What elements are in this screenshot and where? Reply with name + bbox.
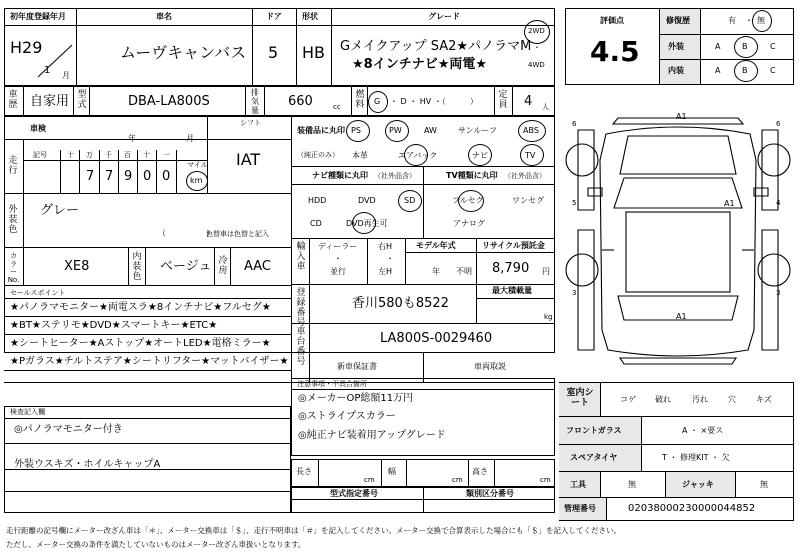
import-dealer: ディーラー xyxy=(318,242,358,251)
load-unit: kg xyxy=(544,313,553,321)
drive-4wd: 4WD xyxy=(528,61,545,69)
interior-color-value: ベージュ xyxy=(160,259,212,274)
registration-label: 登録番号 xyxy=(296,288,306,328)
import-right: 右H xyxy=(378,242,393,251)
place-10man: 十 xyxy=(67,151,74,159)
seat-opt-tear: 破れ xyxy=(655,395,671,404)
place-ichi: 一 xyxy=(163,151,170,159)
sales-points-label: セールスポイント xyxy=(10,289,66,297)
recycle-unit: 円 xyxy=(542,267,550,276)
digit-sen: 7 xyxy=(105,169,114,184)
height-unit: cm xyxy=(540,476,551,484)
displacement-value: 660 xyxy=(288,94,313,109)
grade-line2: ★8インチナビ★両電★ xyxy=(352,57,488,72)
inspector-line: ◎パノラマモニター付き xyxy=(14,424,123,435)
seat-opt-stain: 汚れ xyxy=(692,395,708,404)
shift-label: シフト xyxy=(240,119,261,127)
equip-ps: PS xyxy=(351,126,361,135)
fuel-options: ・ D ・ HV ・（ ） xyxy=(390,97,478,106)
equip-abs: ABS xyxy=(523,126,539,135)
navi-type-sub: （社外品含） xyxy=(374,172,416,180)
drive-dot: ・ xyxy=(533,43,541,52)
cc-unit: cc xyxy=(333,103,341,111)
class-number-label: 類別区分番号 xyxy=(466,489,514,498)
exterior-label: 外装 xyxy=(668,42,684,51)
recycle-label: リサイクル預託金 xyxy=(482,241,545,250)
recycle-value: 8,790 xyxy=(492,261,530,276)
repair-sep: ・ xyxy=(745,16,753,25)
capacity-value: 4 xyxy=(524,94,533,109)
load-label: 最大積載量 xyxy=(492,286,532,295)
car-damage-diagram xyxy=(558,100,798,380)
model-value: DBA-LA800S xyxy=(128,94,210,109)
length-label: 長さ xyxy=(296,467,312,476)
equip-navi: ナビ xyxy=(472,151,488,160)
glass-options: A ・ ×要ス xyxy=(682,426,724,435)
height-label: 高さ xyxy=(472,467,488,476)
capacity-label: 定員 xyxy=(498,90,508,110)
km-unit: km xyxy=(190,176,203,185)
note-line: ◎ストライプスカラー xyxy=(298,411,396,422)
month-unit: 月 xyxy=(62,71,70,80)
glass-label: フロントガラス xyxy=(566,426,622,435)
tv-type-label: TV種類に丸印 xyxy=(446,171,498,180)
equip-tv: TV xyxy=(525,151,536,160)
length-unit: cm xyxy=(364,476,375,484)
jack-label: ジャッキ xyxy=(682,480,714,489)
inspection-label: 車検 xyxy=(30,124,46,133)
import-label: 輸入車 xyxy=(296,242,306,272)
ac-value: AAC xyxy=(244,259,271,274)
sales-point-line: ★BT★ステリモ★DVD★スマートキー★ETC★ xyxy=(10,320,218,331)
digit-juu: 0 xyxy=(143,169,152,184)
import-dot: ・ xyxy=(334,254,342,263)
diagram-3-left: 3 xyxy=(572,289,577,297)
digit-man: 7 xyxy=(86,169,95,184)
mgmt-label: 管理番号 xyxy=(564,504,596,513)
diagram-a1-front: A1 xyxy=(676,112,687,121)
spare-options: T ・ 修理KIT ・ 欠 xyxy=(662,453,730,462)
diagram-a1-rear: A1 xyxy=(676,312,687,321)
equip-airbag: エアバック xyxy=(398,151,438,160)
equip-leather: 本革 xyxy=(352,151,368,160)
width-label: 幅 xyxy=(388,467,396,476)
type-designation-label: 型式指定番号 xyxy=(330,489,378,498)
chassis-value: LA800S-0029460 xyxy=(380,331,493,346)
seat-opt-burn: コゲ xyxy=(620,395,636,404)
seat-opt-scratch: キズ xyxy=(756,395,772,404)
diagram-a1-side: A1 xyxy=(724,199,735,208)
width-unit: cm xyxy=(452,476,463,484)
inspector-label: 検査記入欄 xyxy=(10,408,45,416)
place-sen: 千 xyxy=(105,151,112,159)
equipment-label: 装備品に丸印 xyxy=(297,126,345,135)
diagram-5-left: 5 xyxy=(572,199,577,207)
chassis-label: 車台番号 xyxy=(296,327,306,367)
interior-color-label: 内装色 xyxy=(132,252,142,282)
doors-value: 5 xyxy=(268,43,279,62)
score-label: 評価点 xyxy=(600,16,624,25)
score-value: 4.5 xyxy=(590,35,640,68)
interior-b: B xyxy=(742,66,748,75)
diagram-3-right: 3 xyxy=(776,289,781,297)
place-man: 万 xyxy=(86,151,93,159)
exterior-a: A xyxy=(715,42,721,51)
interior-c: C xyxy=(770,66,776,75)
interior-label: 内装 xyxy=(668,66,684,75)
equip-sunroof: サンルーフ xyxy=(458,126,497,135)
new-car-warranty: 新車保証書 xyxy=(337,362,377,371)
color-value: グレー xyxy=(40,203,80,218)
shift-value: IAT xyxy=(236,150,261,169)
equipment-sub: （純正のみ） xyxy=(297,151,339,159)
seat-opt-hole: 穴 xyxy=(728,395,736,404)
jack-value: 無 xyxy=(760,480,768,489)
sales-point-line: ★パノラマモニター★両電スラ★8インチナビ★フルセグ★ xyxy=(10,302,271,313)
navi-dvd-play: DVD再生可 xyxy=(346,219,388,228)
place-juu: 十 xyxy=(143,151,150,159)
spare-label: スペアタイヤ xyxy=(570,453,618,462)
tv-fullseg: フルセグ xyxy=(452,196,484,205)
mileage-label: 走行 xyxy=(8,156,18,176)
exterior-b: B xyxy=(742,42,748,51)
sales-point-line: ★Pガラス★チルトステア★シートリフター★マットバイザー★ xyxy=(10,356,289,367)
ac-label: 冷房 xyxy=(218,256,228,276)
sales-point-line: ★シートヒーター★Aストップ★オートLED★電格ミラー★ xyxy=(10,338,271,349)
model-year-unknown: 不明 xyxy=(456,267,472,276)
seat-label: 室内シート xyxy=(566,388,594,408)
fuel-g: G xyxy=(374,97,381,106)
import-dot2: ・ xyxy=(386,254,394,263)
color-note-paren: （ ） xyxy=(158,229,214,238)
navi-sd: SD xyxy=(404,196,416,205)
model-year-label: モデル年式 xyxy=(416,241,456,250)
notes-label: 注意事項・不具合箇所 xyxy=(297,380,367,388)
grade-label: グレード xyxy=(428,12,460,21)
navi-cd: CD xyxy=(310,219,322,228)
car-name-label: 車名 xyxy=(156,12,172,21)
interior-a: A xyxy=(715,66,721,75)
footer-note-2: ただし、メーター交換の条件を満たしていないものはメーター改ざん車扱いとなります。 xyxy=(6,540,306,549)
digit-hyaku: 9 xyxy=(124,169,133,184)
place-hyaku: 百 xyxy=(124,151,131,159)
color-no-value: XE8 xyxy=(64,259,90,274)
equip-pw: PW xyxy=(389,126,402,135)
mile-label: マイル xyxy=(187,161,208,169)
import-left: 左H xyxy=(378,267,393,276)
usage-label: 車歴 xyxy=(8,90,18,110)
diagram-4-right: 4 xyxy=(776,199,781,207)
displacement-label: 排気量 xyxy=(251,88,259,115)
fuel-label: 燃料 xyxy=(355,90,365,110)
first-reg-label: 初年度登録年月 xyxy=(10,12,66,21)
inspector-line: 外装ウスキズ・ホイルキャップA xyxy=(14,459,161,470)
navi-hdd: HDD xyxy=(308,196,327,205)
doors-label: ドア xyxy=(266,12,282,21)
navi-type-label: ナビ種類に丸印 xyxy=(312,171,368,180)
note-line: ◎メーカーOP総額11万円 xyxy=(298,393,414,404)
drive-2wd: 2WD xyxy=(528,27,545,35)
repair-yes: 有 xyxy=(728,16,736,25)
mgmt-value: 02038000230000044852 xyxy=(628,503,756,514)
first-reg-era: H29 xyxy=(10,38,43,57)
footer-note-1: 走行距離の記号欄にメーター改ざん車は「＊」、メーター交換車は「＄」、走行不明車は「＃」を記入してください。メーター交換で合算表示した場合にも「＄」を記入してください。 xyxy=(6,526,621,535)
diagram-6-left: 6 xyxy=(572,120,577,128)
tv-oneseg: ワンセグ xyxy=(512,196,544,205)
diagram-6-right: 6 xyxy=(776,120,781,128)
repair-no: 無 xyxy=(757,16,765,25)
inspection-month: 月 xyxy=(186,134,194,143)
repair-label: 修復歴 xyxy=(666,16,690,25)
shape-label: 形状 xyxy=(302,12,318,21)
digit-ichi: 0 xyxy=(162,169,171,184)
registration-value: 香川580も8522 xyxy=(352,296,449,311)
car-name: ムーヴキャンバス xyxy=(120,43,247,62)
note-line: ◎純正ナビ装着用アップグレード xyxy=(298,430,446,441)
usage-value: 自家用 xyxy=(30,94,70,109)
color-no-label: カラーNo. xyxy=(7,252,20,284)
exterior-c: C xyxy=(770,42,776,51)
vehicle-manual: 車両取説 xyxy=(474,362,506,371)
color-label: 外装色 xyxy=(8,205,18,235)
import-parallel: 並行 xyxy=(330,267,346,276)
model-label: 型式 xyxy=(77,90,87,110)
tools-value: 無 xyxy=(628,480,636,489)
color-note: 色替車は色替と記入 xyxy=(206,230,269,238)
inspection-year: 年 xyxy=(128,134,136,143)
navi-dvd: DVD xyxy=(358,196,376,205)
tv-analog: アナログ xyxy=(453,219,485,228)
first-reg-month: 1 xyxy=(44,65,51,76)
model-year-unit: 年 xyxy=(432,267,440,276)
grade-line1: Gメイクアップ SA2★パノラマM xyxy=(340,39,532,54)
shape-value: HB xyxy=(302,43,326,62)
capacity-unit: 人 xyxy=(542,103,549,111)
place-kigou: 記号 xyxy=(33,151,47,159)
tools-label: 工具 xyxy=(570,480,586,489)
tv-type-sub: （社外品含） xyxy=(504,172,546,180)
equip-aw: AW xyxy=(424,126,437,135)
